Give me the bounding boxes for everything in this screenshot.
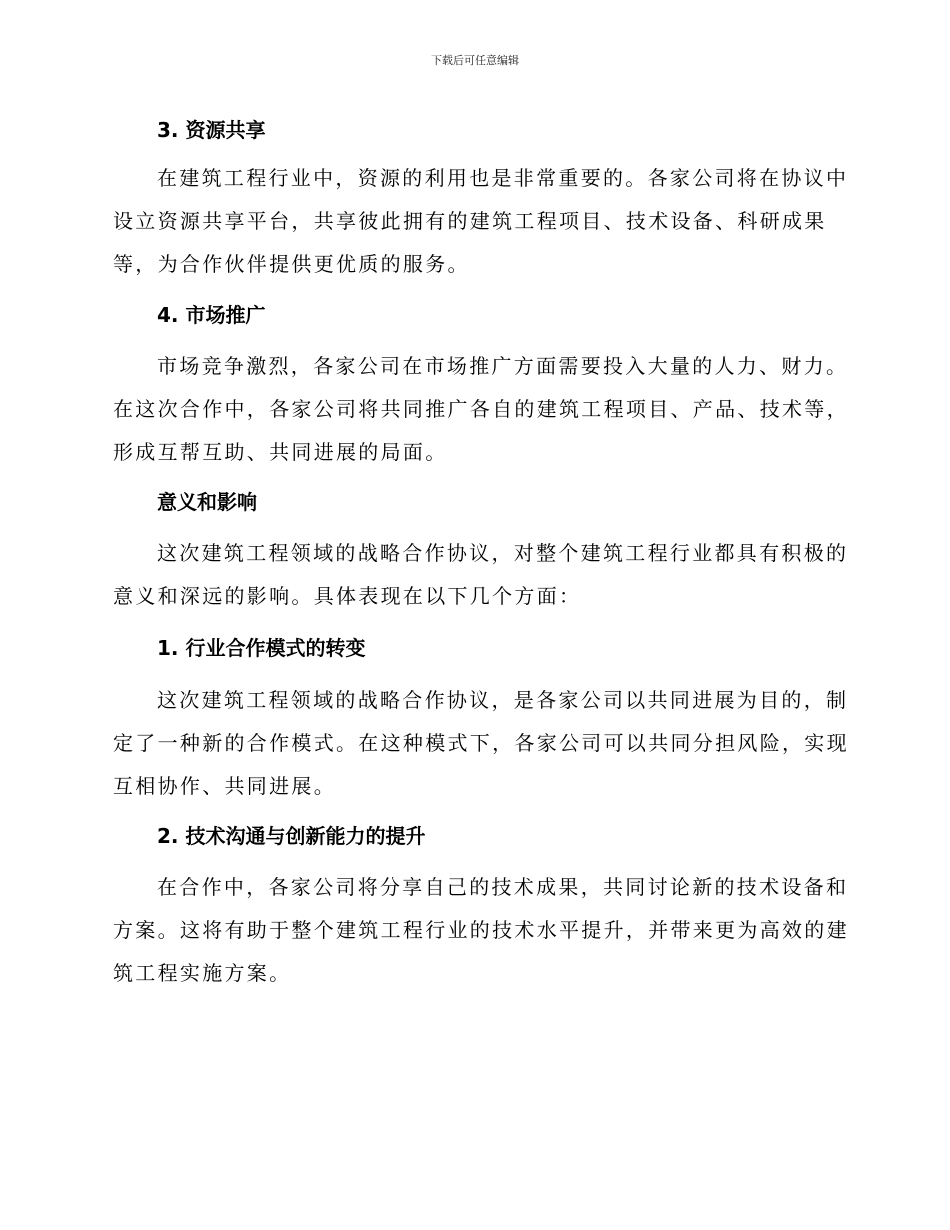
paragraph-line: 这次建筑工程领域的战略合作协议，对整个建筑工程行业都具有积极的 — [157, 541, 849, 565]
paragraph-line: 在建筑工程行业中，资源的利用也是非常重要的。各家公司将在协议中 — [157, 166, 849, 190]
paragraph-line: 形成互帮互助、共同进展的局面。 — [113, 440, 448, 464]
paragraph-line: 设立资源共享平台，共享彼此拥有的建筑工程项目、技术设备、科研成果 — [113, 209, 827, 233]
paragraph-line: 方案。这将有助于整个建筑工程行业的技术水平提升，并带来更为高效的建 — [113, 918, 849, 942]
paragraph-resource-sharing — [113, 157, 849, 286]
paragraph-line: 这次建筑工程领域的战略合作协议，是各家公司以共同进展为目的，制 — [157, 688, 849, 712]
paragraph-line: 意义和深远的影响。具体表现在以下几个方面： — [113, 584, 582, 608]
section-heading-tech-innovation: 2. 技术沟通与创新能力的提升 — [157, 824, 426, 848]
section-heading-cooperation-model: 1. 行业合作模式的转变 — [157, 636, 366, 660]
paragraph-market-promotion — [113, 345, 849, 474]
section-heading-significance: 意义和影响 — [157, 490, 257, 514]
paragraph-line: 在合作中，各家公司将分享自己的技术成果，共同讨论新的技术设备和 — [157, 875, 849, 899]
paragraph-line: 市场竞争激烈，各家公司在市场推广方面需要投入大量的人力、财力。 — [157, 354, 849, 378]
paragraph-line: 定了一种新的合作模式。在这种模式下，各家公司可以共同分担风险，实现 — [113, 731, 849, 755]
paragraph-line: 互相协作、共同进展。 — [113, 774, 336, 798]
paragraph-cooperation-model — [113, 679, 849, 808]
section-heading-resource-sharing: 3. 资源共享 — [157, 118, 266, 142]
paragraph-line: 在这次合作中，各家公司将共同推广各自的建筑工程项目、产品、技术等， — [113, 397, 849, 421]
paragraph-significance — [113, 532, 849, 618]
paragraph-tech-innovation — [113, 866, 849, 995]
section-heading-market-promotion: 4. 市场推广 — [157, 303, 266, 327]
page-header-note: 下载后可任意编辑 — [431, 54, 519, 67]
paragraph-line: 等，为合作伙伴提供更优质的服务。 — [113, 252, 470, 276]
paragraph-line: 筑工程实施方案。 — [113, 961, 292, 985]
